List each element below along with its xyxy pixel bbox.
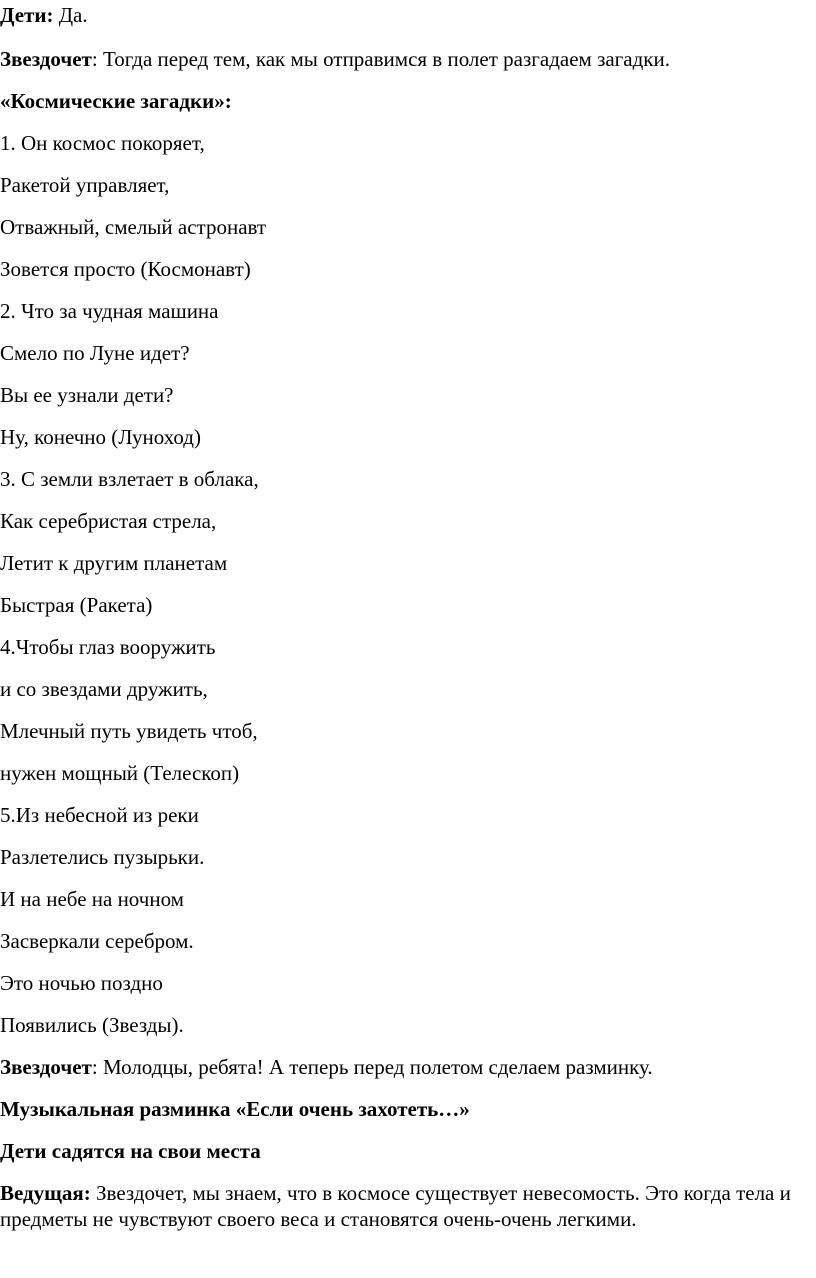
dialogue-text: : Тогда перед тем, как мы отправимся в полет разгадаем загадки. [91,47,670,71]
speaker-label: Дети: [0,3,54,27]
poem-line: 2. Что за чудная машина [0,299,219,323]
poem-line: Разлетелись пузырьки. [0,845,205,869]
poem-line: нужен мощный (Телескоп) [0,761,240,785]
poem-line: Как серебристая стрела, [0,509,217,533]
poem-line: Засверкали серебром. [0,929,194,953]
dialogue-text: : Молодцы, ребята! А теперь перед полетом сделаем разминку. [91,1055,653,1079]
poem-line: И на небе на ночном [0,887,184,911]
section-heading-riddles: «Космические загадки»: [0,89,232,113]
dialogue-text: Да. [53,3,88,27]
speaker-label: Ведущая: [0,1181,91,1205]
poem-line: Это ночью поздно [0,971,163,995]
section-heading-warmup: Музыкальная разминка «Если очень захотеть…» [0,1097,470,1121]
dialogue-line-zvezdochet [0,46,670,72]
poem-line: Смело по Луне идет? [0,341,190,365]
stage-direction: Дети садятся на свои места [0,1139,261,1163]
poem-line: 4.Чтобы глаз вооружить [0,635,216,659]
speaker-label: Звездочет [0,1055,92,1079]
dialogue-line-children [0,2,88,28]
poem-line: 5.Из небесной из реки [0,803,199,827]
speaker-label: Звездочет [0,47,92,71]
dialogue-line-host [0,1180,800,1232]
poem-line: Ну, конечно (Луноход) [0,425,201,449]
poem-line: Отважный, смелый астронавт [0,215,267,239]
poem-line: Зовется просто (Космонавт) [0,257,251,281]
poem-line: и со звездами дружить, [0,677,208,701]
poem-line: Летит к другим планетам [0,551,228,575]
poem-line: Ракетой управляет, [0,173,170,197]
poem-line: Появились (Звезды). [0,1013,184,1037]
dialogue-text: Звездочет, мы знаем, что в космосе существует невесомость. Это когда тела и предметы не чувствуют своего веса и становятся очень-очень легкими. [0,1181,791,1231]
poem-line: 3. С земли взлетает в облака, [0,467,259,491]
poem-line: 1. Он космос покоряет, [0,131,205,155]
poem-line: Быстрая (Ракета) [0,593,153,617]
poem-line: Вы ее узнали дети? [0,383,174,407]
dialogue-line-zvezdochet [0,1054,653,1080]
poem-line: Млечный путь увидеть чтоб, [0,719,258,743]
